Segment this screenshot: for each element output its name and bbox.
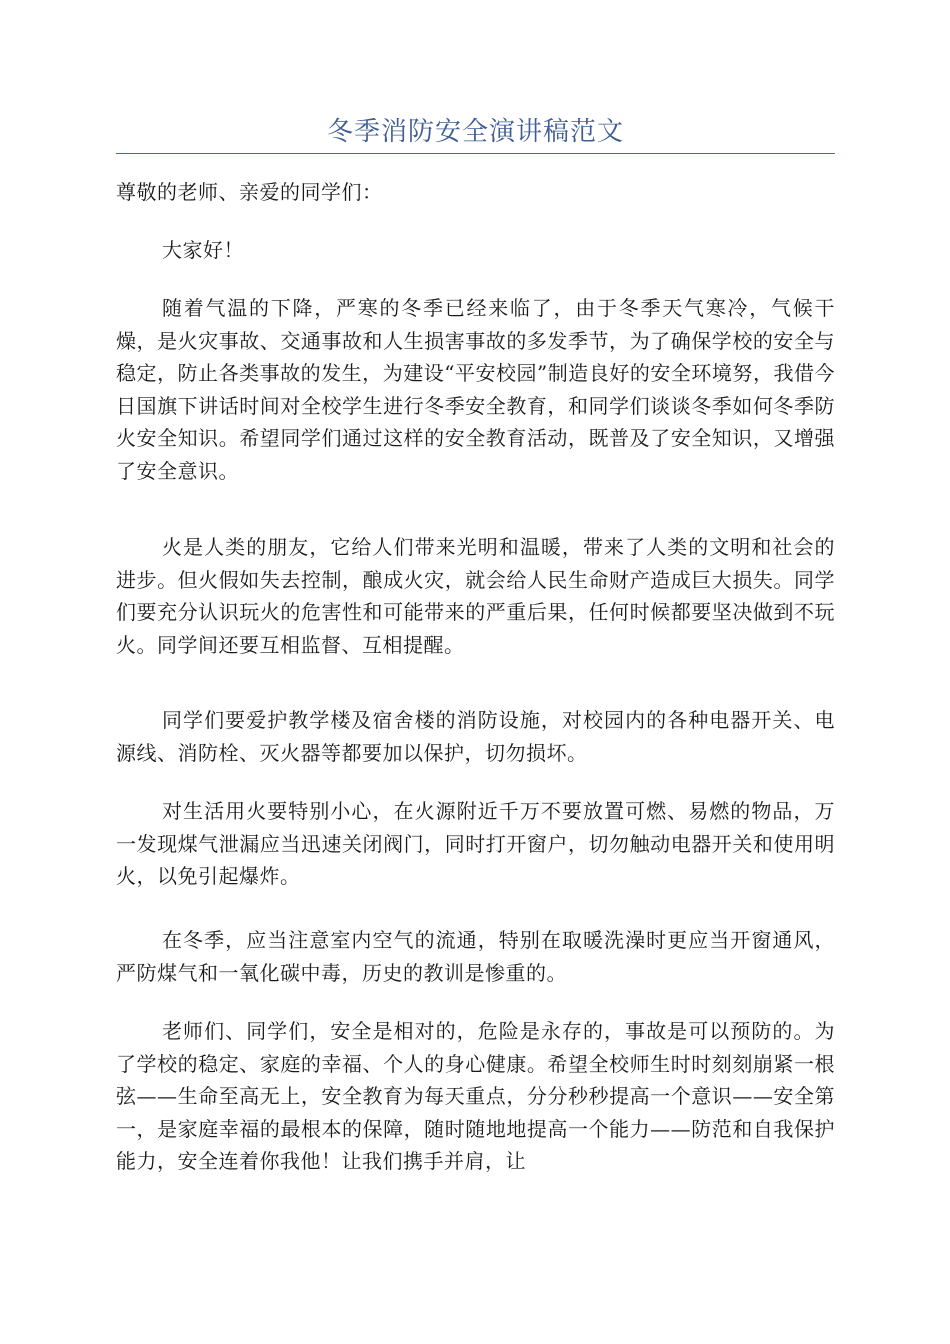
- paragraph-6: 老师们、同学们，安全是相对的，危险是永存的，事故是可以预防的。为了学校的稳定、家庭的幸福、个人的身心健康。希望全校师生时时刻刻崩紧一根弦——生命至高无上，安全教育为每天重点，分分秒秒提高一个意识——安全第一，是家庭幸福的最根本的保障，随时随地地提高一个能力——防范和自我保护能力，安全连着你我他！让我们携手并肩，让: [116, 1019, 835, 1173]
- paragraph-4: 对生活用火要特别小心，在火源附近千万不要放置可燃、易燃的物品，万一发现煤气泄漏应当迅速关闭阀门，同时打开窗户，切勿触动电器开关和使用明火，以免引起爆炸。: [116, 799, 835, 888]
- paragraph-5: 在冬季，应当注意室内空气的流通，特别在取暖洗澡时更应当开窗通风，严防煤气和一氧化碳中毒，历史的教训是惨重的。: [116, 928, 835, 985]
- greeting: 大家好！: [162, 238, 244, 262]
- paragraph-2: 火是人类的朋友，它给人们带来光明和温暖，带来了人类的文明和社会的进步。但火假如失去控制，酿成火灾，就会给人民生命财产造成巨大损失。同学们要充分认识玩火的危害性和可能带来的严重后果，任何时候都要坚决做到不玩火。同学间还要互相监督、互相提醒。: [116, 535, 835, 657]
- title-underline: [116, 153, 835, 154]
- salutation: 尊敬的老师、亲爱的同学们：: [116, 180, 383, 204]
- paragraph-1: 随着气温的下降，严寒的冬季已经来临了，由于冬季天气寒冷，气候干燥，是火灾事故、交通事故和人生损害事故的多发季节，为了确保学校的安全与稳定，防止各类事故的发生，为建设“平安校园”制造良好的安全环境努，我借今日国旗下讲话时间对全校学生进行冬季安全教育，和同学们谈谈冬季如何冬季防火安全知识。希望同学们通过这样的安全教育活动，既普及了安全知识，又增强了安全意识。: [116, 296, 835, 483]
- document-title: 冬季消防安全演讲稿范文: [326, 117, 624, 147]
- paragraph-3: 同学们要爱护教学楼及宿舍楼的消防设施，对校园内的各种电器开关、电源线、消防栓、灭火器等都要加以保护，切勿损坏。: [116, 708, 835, 765]
